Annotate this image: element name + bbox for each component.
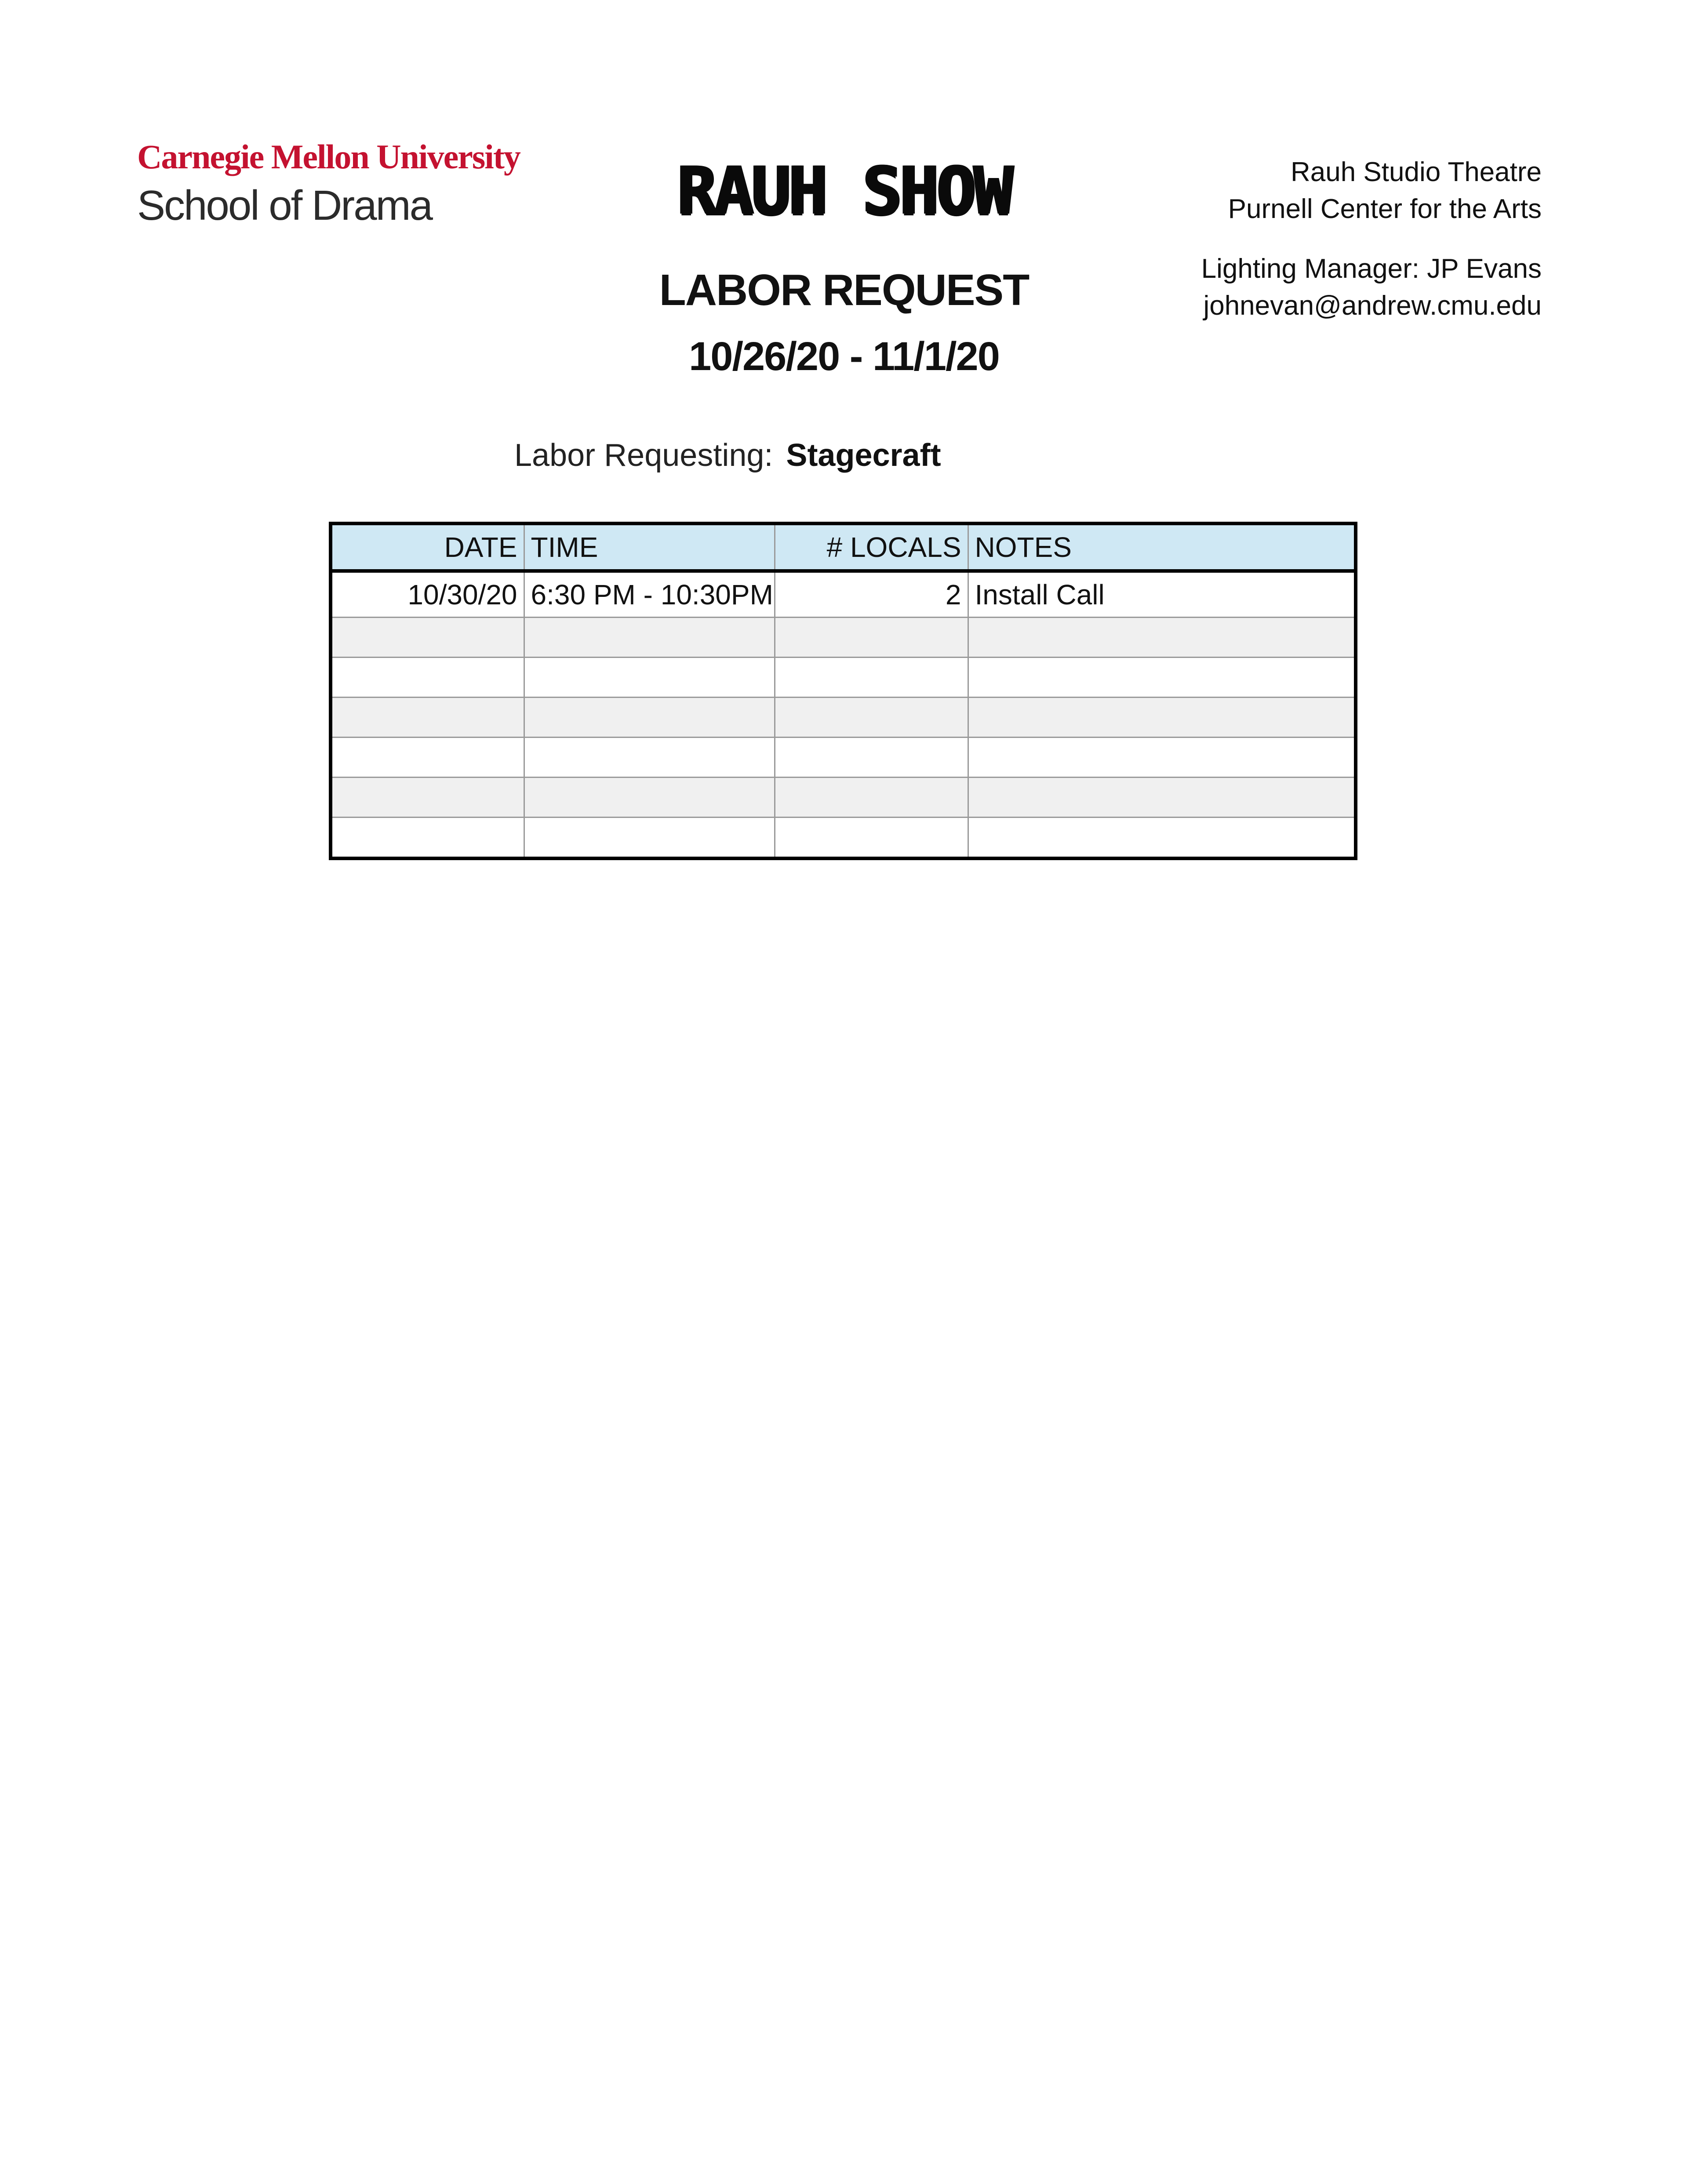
venue-building: Purnell Center for the Arts [1228, 194, 1542, 224]
contact-email: johnevan@andrew.cmu.edu [1203, 291, 1542, 321]
table-row [331, 738, 1356, 778]
cell-time [524, 738, 775, 778]
cell-date [331, 738, 524, 778]
labor-requesting [514, 440, 941, 471]
cell-locals [775, 658, 968, 698]
lighting-manager: Lighting Manager: JP Evans [1201, 254, 1542, 284]
cell-date [331, 818, 524, 859]
column-header-locals: # LOCALS [775, 523, 968, 571]
cell-notes [968, 698, 1356, 738]
table-row [331, 618, 1356, 658]
cell-notes [968, 818, 1356, 859]
cell-notes [968, 658, 1356, 698]
cmu-drama-logo [137, 140, 533, 227]
cell-time: 6:30 PM - 10:30PM [524, 571, 775, 618]
cell-notes [968, 618, 1356, 658]
cell-time [524, 658, 775, 698]
cell-time [524, 778, 775, 818]
cell-locals [775, 738, 968, 778]
logo-school-name: School of Drama [137, 182, 432, 229]
table-row [331, 571, 1356, 618]
cell-locals [775, 618, 968, 658]
cell-notes [968, 738, 1356, 778]
column-header-notes: NOTES [968, 523, 1356, 571]
labor-request-table [329, 522, 1357, 860]
table-header-row [331, 523, 1356, 571]
cell-notes [968, 778, 1356, 818]
cell-locals: 2 [775, 571, 968, 618]
document-title: LABOR REQUEST [659, 265, 1029, 315]
column-header-date: DATE [331, 523, 524, 571]
cell-date [331, 658, 524, 698]
column-header-time: TIME [524, 523, 775, 571]
cell-time [524, 698, 775, 738]
labor-requesting-value: Stagecraft [786, 438, 941, 473]
cell-date: 10/30/20 [331, 571, 524, 618]
table-row [331, 818, 1356, 859]
logo-university-name: Carnegie Mellon University [137, 138, 520, 176]
cell-time [524, 818, 775, 859]
cell-date [331, 778, 524, 818]
contact-block [1201, 251, 1542, 324]
cell-time [524, 618, 775, 658]
venue-name: Rauh Studio Theatre [1290, 157, 1542, 187]
table-row [331, 698, 1356, 738]
cell-locals [775, 778, 968, 818]
cell-date [331, 698, 524, 738]
table-row [331, 658, 1356, 698]
venue-block [1228, 154, 1542, 228]
cell-locals [775, 818, 968, 859]
cell-locals [775, 698, 968, 738]
table-row [331, 778, 1356, 818]
labor-requesting-label: Labor Requesting: [514, 438, 773, 473]
cell-date [331, 618, 524, 658]
show-title: RAUH SHOW [677, 153, 1011, 229]
cell-notes: Install Call [968, 571, 1356, 618]
document-date-range: 10/26/20 - 11/1/20 [689, 334, 999, 379]
